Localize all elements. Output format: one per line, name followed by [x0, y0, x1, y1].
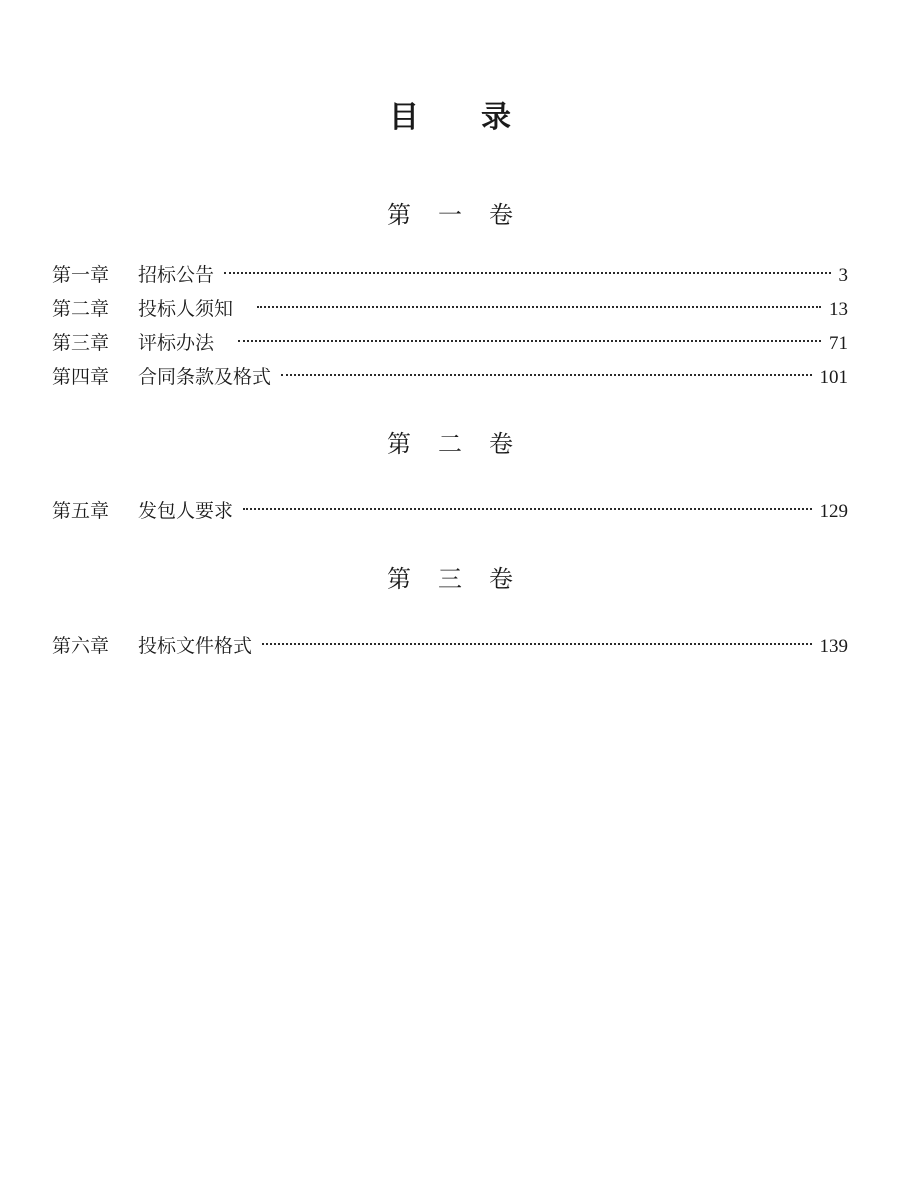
toc-chapter-label: 第三章 [52, 332, 110, 354]
toc-chapter-label: 第二章 [52, 298, 110, 320]
toc-leader-dots [262, 643, 811, 645]
toc-page-number: 3 [838, 265, 848, 286]
toc-page-number: 129 [819, 501, 848, 522]
toc-leader-dots [257, 306, 821, 308]
toc-entry-title: 投标人须知 [138, 298, 234, 320]
toc-page-number: 13 [829, 299, 848, 320]
toc-list [52, 258, 848, 394]
volume-heading: 第二卷 [387, 430, 540, 458]
toc-entry-title: 发包人要求 [138, 500, 234, 522]
volume-heading: 第三卷 [387, 565, 540, 593]
toc-chapter-label: 第一章 [52, 264, 110, 286]
toc-leader-dots [243, 508, 811, 510]
toc-chapter-label: 第五章 [52, 500, 110, 522]
toc-entry[interactable] [52, 258, 848, 292]
toc-chapter-label: 第四章 [52, 366, 110, 388]
toc-list [52, 629, 848, 663]
toc-leader-dots [281, 374, 811, 376]
toc-page-number: 101 [819, 367, 848, 388]
toc-entry-title: 评标办法 [138, 332, 215, 354]
toc-entry[interactable] [52, 292, 848, 326]
toc-page-number: 71 [829, 333, 848, 354]
toc-entry[interactable] [52, 629, 848, 663]
toc-page-number: 139 [819, 636, 848, 657]
toc-chapter-label: 第六章 [52, 635, 110, 657]
toc-leader-dots [224, 272, 830, 274]
toc-list [52, 494, 848, 528]
page-title: 目录 [389, 100, 573, 135]
toc-entry[interactable] [52, 360, 848, 394]
toc-entry-title: 投标文件格式 [138, 635, 253, 657]
toc-entry[interactable] [52, 494, 848, 528]
toc-leader-dots [238, 340, 821, 342]
toc-entry-title: 招标公告 [138, 264, 215, 286]
volume-heading: 第一卷 [387, 201, 540, 229]
toc-entry[interactable] [52, 326, 848, 360]
toc-entry-title: 合同条款及格式 [138, 366, 272, 388]
